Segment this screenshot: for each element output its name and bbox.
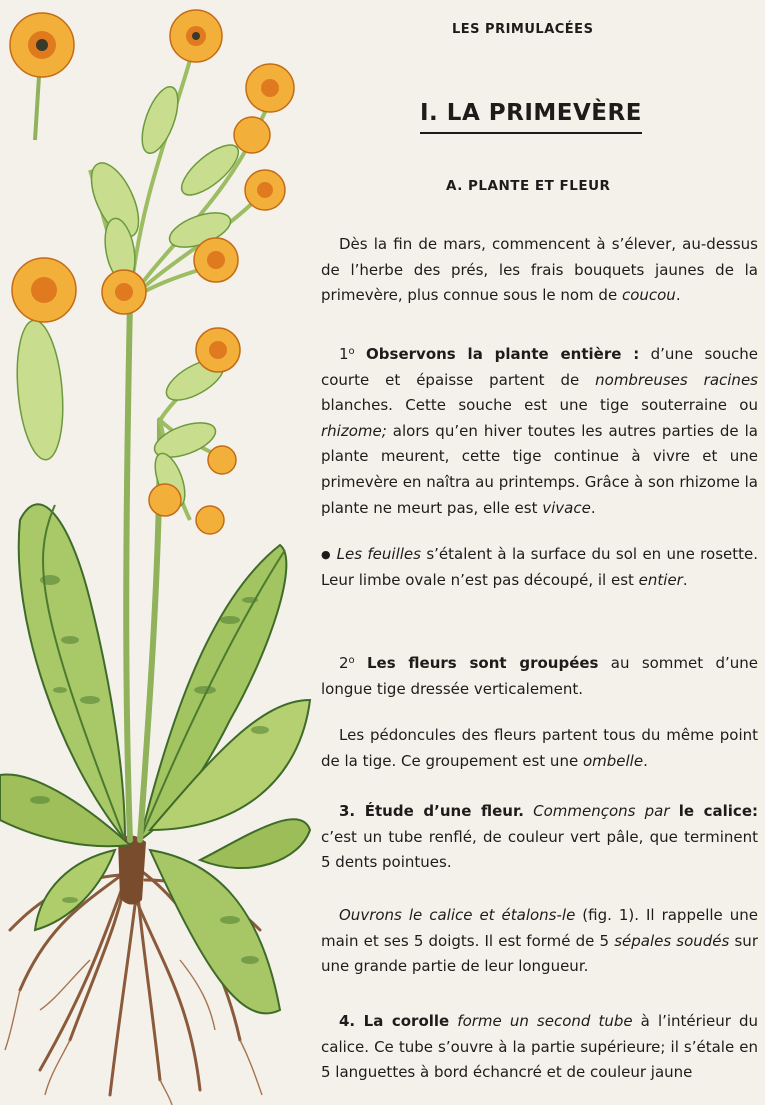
section-subtitle: A. PLANTE ET FLEUR [446,178,611,194]
paragraph-fleurs: 2$^o$ Les fleurs sont groupées au sommet d’une longue tige dressée verticalement. [321,654,758,698]
paragraph-etude: 3. Étude d’une fleur. Commençons par le calice: c’est un tube renflé, de couleur vert pâle, que terminent 5 dents pointues. [321,802,758,872]
primrose-illustration [0,0,320,1105]
paragraph-pedoncules: Les pédoncules des fleurs partent tous du même point de la tige. Ce groupement est une ombelle. [321,726,758,770]
paragraph-feuilles: ● Les feuilles s’étalent à la surface du sol en une rosette. Leur limbe ovale n’est pas découpé, il est entier. [321,545,758,589]
paragraph-observons: 1$^o$ Observons la plante entière : d’une souche courte et épaisse partent de nombreuses racines blanches. Cette souche est une tige souterraine ou rhizome; alors qu’en hiver toutes les autres parties de la plante meurent, cette tige continue à vivre et une primevère en naîtra au printemps. Grâce à son rhizome la plante ne meurt pas, elle est vivace. [321,345,758,517]
paragraph-corolle: 4. La corolle forme un second tube à l’intérieur du calice. Ce tube s’ouvre à la partie supérieure; il s’étale en 5 languettes à bord échancré et de couleur jaune [321,1012,758,1082]
paragraph-calice: Ouvrons le calice et étalons-le (fig. 1). Il rappelle une main et ses 5 doigts. Il est formé de 5 sépales soudés sur une grande partie de leur longueur. [321,906,758,976]
running-head: LES PRIMULACÉES [452,22,594,37]
page-title: I. LA PRIMEVÈRE [420,100,642,134]
paragraph-intro: Dès la fin de mars, commencent à s’élever, au-dessus de l’herbe des prés, les frais bouquets jaunes de la primevère, plus connue sous le nom de coucou. [321,235,758,305]
